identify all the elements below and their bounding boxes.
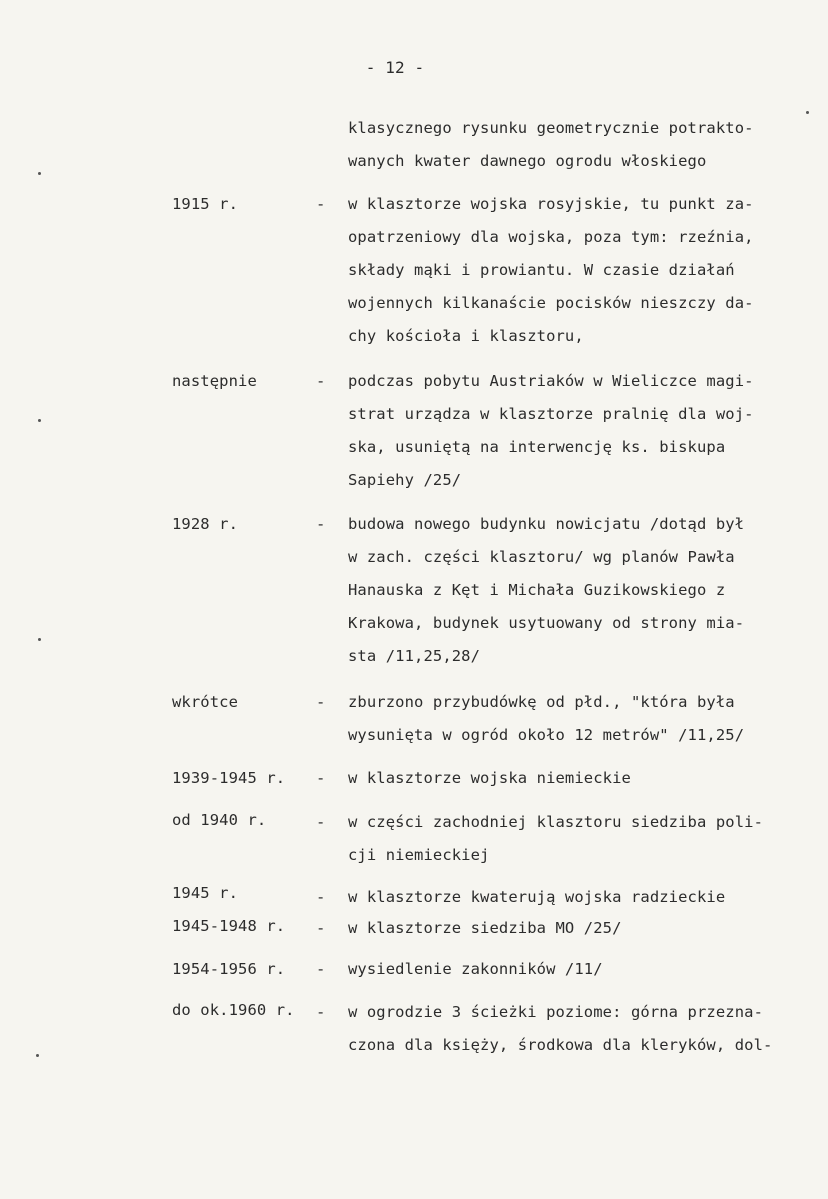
entry-dash: - — [316, 813, 326, 831]
entry-text — [348, 686, 788, 752]
entry-text — [348, 996, 788, 1062]
text-line: opatrzeniowy dla wojska, poza tym: rzeźnia, — [348, 228, 754, 246]
text-line: w ogrodzie 3 ścieżki poziome: górna przezna- — [348, 1003, 763, 1021]
entry-date: 1928 r. — [172, 515, 239, 533]
entry-date: do ok.1960 r. — [172, 1001, 295, 1019]
paper-speck — [36, 1054, 39, 1057]
entry-date: 1945-1948 r. — [172, 917, 286, 935]
entry-date: 1954-1956 r. — [172, 960, 286, 978]
text-line: podczas pobytu Austriaków w Wieliczce magi- — [348, 372, 754, 390]
entry-dash: - — [316, 960, 326, 978]
text-line: chy kościoła i klasztoru, — [348, 327, 584, 345]
paper-speck — [38, 419, 41, 422]
text-line: składy mąki i prowiantu. W czasie działań — [348, 261, 735, 279]
entry-text — [348, 806, 788, 872]
text-line: sta /11,25,28/ — [348, 647, 481, 665]
entry-dash: - — [316, 1003, 326, 1021]
entry-dash: - — [316, 515, 326, 533]
text-line: w klasztorze wojska rosyjskie, tu punkt za- — [348, 195, 754, 213]
text-line: zburzono przybudówkę od płd., "która była — [348, 693, 735, 711]
entry-text — [348, 762, 788, 795]
text-line: budowa nowego budynku nowicjatu /dotąd był — [348, 515, 745, 533]
entry-dash: - — [316, 372, 326, 390]
entry-text — [348, 912, 788, 945]
text-line: czona dla księży, środkowa dla kleryków, dol- — [348, 1036, 773, 1054]
entry-dash: - — [316, 693, 326, 711]
entry-dash: - — [316, 919, 326, 937]
page-number: - 12 - — [365, 58, 425, 77]
text-line: w klasztorze kwaterują wojska radzieckie — [348, 888, 726, 906]
text-line: wysiedlenie zakonników /11/ — [348, 960, 603, 978]
entry-text — [348, 953, 788, 986]
text-line: wojennych kilkanaście pocisków nieszczy da- — [348, 294, 754, 312]
entry-dash: - — [316, 769, 326, 787]
text-line: w zach. części klasztoru/ wg planów Pawła — [348, 548, 735, 566]
entry-text — [348, 365, 788, 497]
intro-text — [348, 112, 788, 178]
entry-date: od 1940 r. — [172, 811, 267, 829]
text-line: Sapiehy /25/ — [348, 471, 462, 489]
text-line: wanych kwater dawnego ogrodu włoskiego — [348, 152, 707, 170]
text-line: wysunięta w ogród około 12 metrów" /11,25/ — [348, 726, 745, 744]
text-line: Hanauska z Kęt i Michała Guzikowskiego z — [348, 581, 726, 599]
paper-speck — [38, 172, 41, 175]
paper-speck — [806, 111, 809, 114]
text-line: cji niemieckiej — [348, 846, 490, 864]
text-line: Krakowa, budynek usytuowany od strony mia- — [348, 614, 745, 632]
entry-date: następnie — [172, 372, 257, 390]
text-line: w klasztorze wojska niemieckie — [348, 769, 631, 787]
text-line: strat urządza w klasztorze pralnię dla woj- — [348, 405, 754, 423]
entry-date: wkrótce — [172, 693, 239, 711]
entry-date: 1939-1945 r. — [172, 769, 286, 787]
entry-date: 1945 r. — [172, 884, 239, 902]
entry-text — [348, 188, 788, 353]
text-line: ska, usuniętą na interwencję ks. biskupa — [348, 438, 726, 456]
text-line: w klasztorze siedziba MO /25/ — [348, 919, 622, 937]
paper-speck — [38, 638, 41, 641]
text-line: klasycznego rysunku geometrycznie potrakto- — [348, 119, 754, 137]
entry-text — [348, 881, 788, 914]
entry-date: 1915 r. — [172, 195, 239, 213]
entry-text — [348, 508, 788, 673]
entry-dash: - — [316, 888, 326, 906]
text-line: w części zachodniej klasztoru siedziba poli- — [348, 813, 763, 831]
entry-dash: - — [316, 195, 326, 213]
